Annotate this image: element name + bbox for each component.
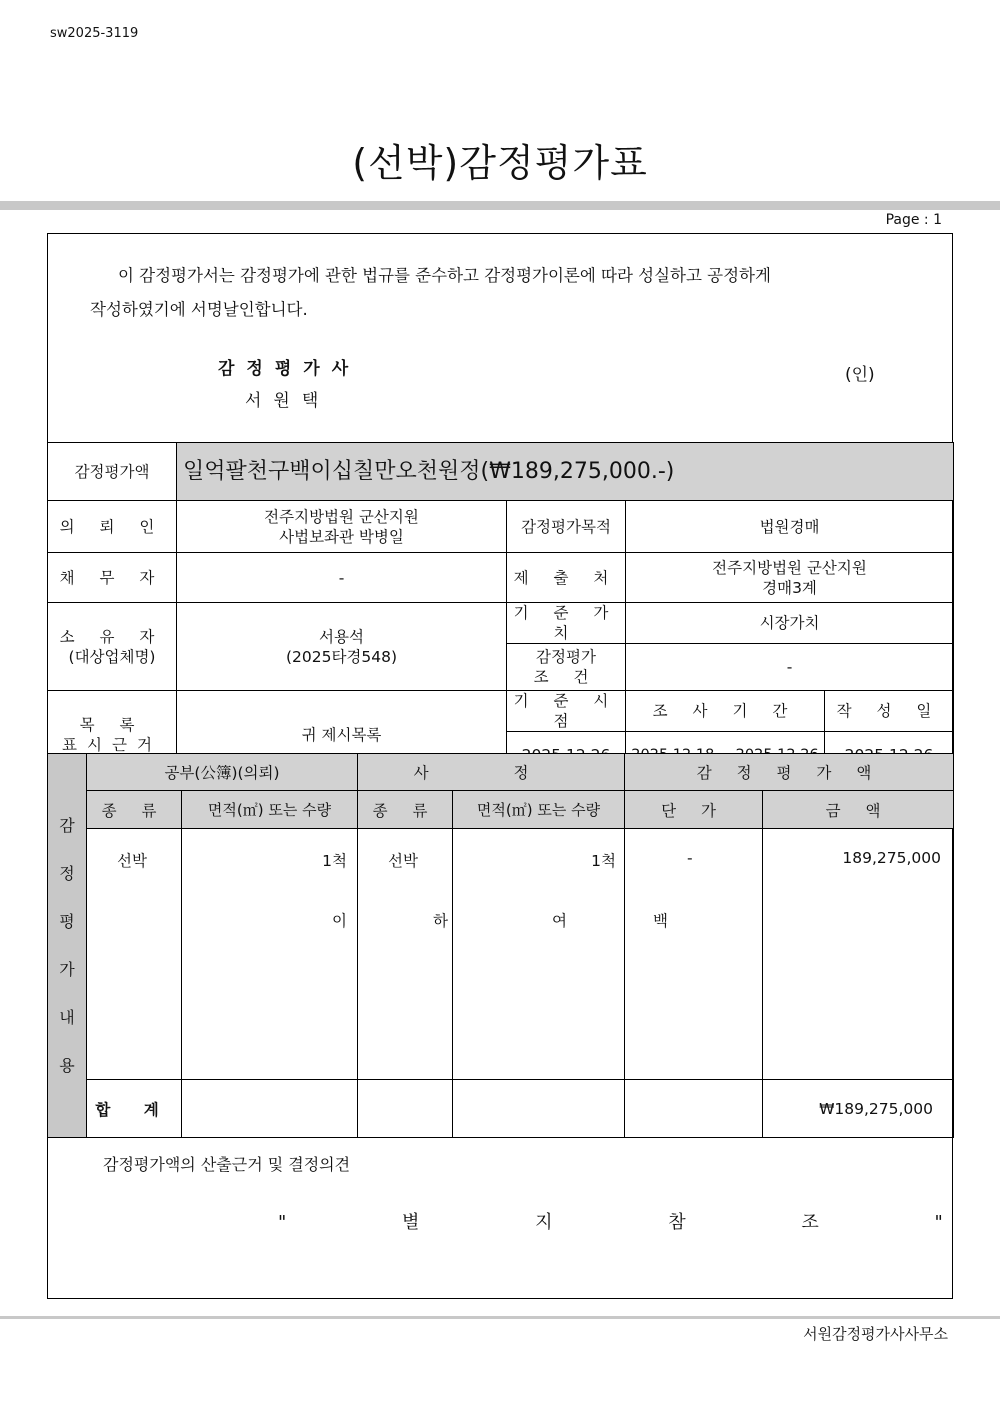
debtor-label: 채 무 자 <box>48 553 177 603</box>
basis-value-label: 기 준 가 치 <box>507 603 626 644</box>
appraiser-name: 서원택 <box>245 391 331 411</box>
col-public-kind: 종 류 <box>87 791 182 829</box>
actual-qty-cell <box>453 829 625 1080</box>
base-date-label: 기 준 시 점 <box>507 691 626 732</box>
opinion-label: 감정평가액의 산출근거 및 결정의견 <box>103 1155 351 1174</box>
owner-label <box>48 603 177 691</box>
total-empty-3 <box>453 1080 625 1138</box>
certification-line-1: 이 감정평가서는 감정평가에 관한 법규를 준수하고 감정평가이론에 따라 성실하고 공정하게 <box>118 266 771 285</box>
submit-line-2: 경매3계 <box>762 578 817 597</box>
total-empty-2 <box>358 1080 453 1138</box>
footer-office-name: 서원감정평가사사무소 <box>803 1325 948 1343</box>
total-label: 합 계 <box>87 1080 182 1138</box>
page-number: Page : 1 <box>885 212 942 228</box>
owner-line-2: (2025타경548) <box>285 647 398 666</box>
appraisal-detail-table <box>47 753 954 1138</box>
unit-price: - <box>687 849 693 867</box>
public-qty-cell <box>182 829 358 1080</box>
list-label-line-2: 표시근거 <box>62 735 162 754</box>
submit-line-1: 전주지방법원 군산지원 <box>712 558 867 577</box>
total-empty-1 <box>182 1080 358 1138</box>
written-date-label: 작 성 일 <box>825 691 954 732</box>
appraiser-title: 감정평가사 <box>218 359 361 379</box>
requester-line-1: 전주지방법원 군산지원 <box>264 507 419 526</box>
survey-period-label: 조 사 기 간 <box>626 691 825 732</box>
amount-cell <box>763 829 954 1080</box>
bottom-divider <box>0 1316 1000 1319</box>
total-empty-4 <box>625 1080 763 1138</box>
condition-label <box>507 644 626 691</box>
public-kind-cell <box>87 829 182 1080</box>
side-char: 내 <box>59 1007 75 1027</box>
side-char: 평 <box>59 911 75 931</box>
actual-kind-cell <box>358 829 453 1080</box>
purpose-value: 법원경매 <box>626 501 954 553</box>
owner-label-line-1: 소 유 자 <box>59 627 165 646</box>
total-amount: ₩189,275,000 <box>763 1080 954 1138</box>
purpose-label: 감정평가목적 <box>507 501 626 553</box>
side-char: 가 <box>59 959 75 979</box>
group-value: 감 정 평 가 액 <box>625 754 954 791</box>
col-actual-area: 면적(㎡) 또는 수량 <box>453 791 625 829</box>
actual-kind: 선박 <box>388 852 418 870</box>
filler-char: 백 <box>653 912 668 930</box>
certification-line-2: 작성하였기에 서명날인합니다. <box>90 300 308 319</box>
public-kind: 선박 <box>117 852 147 870</box>
page-title: (선박)감정평가표 <box>352 141 648 185</box>
list-value: 귀 제시목록 <box>177 691 507 779</box>
owner-value <box>177 603 507 691</box>
side-char: 감 <box>59 815 75 835</box>
group-actual: 사 정 <box>358 754 625 791</box>
debtor-value: - <box>177 553 507 603</box>
requester-value <box>177 501 507 553</box>
filler-char: 여 <box>552 912 567 930</box>
amount-value: 일억팔천구백이십칠만오천원정(₩189,275,000.-) <box>177 443 954 501</box>
owner-label-line-2: (대상업체명) <box>68 647 156 666</box>
document-id: sw2025-3119 <box>50 26 139 41</box>
side-char: 용 <box>59 1055 75 1075</box>
col-actual-kind: 종 류 <box>358 791 453 829</box>
basis-value: 시장가치 <box>626 603 954 644</box>
actual-qty: 1척 <box>591 852 616 870</box>
detail-side-label <box>48 754 87 1138</box>
public-qty: 1척 <box>322 852 347 870</box>
seal-mark: (인) <box>845 365 875 385</box>
col-unit-price: 단 가 <box>625 791 763 829</box>
condition-label-line-1: 감정평가 <box>536 648 596 666</box>
opinion-text: " 별 지 참 조 " <box>278 1212 943 1233</box>
col-public-area: 면적(㎡) 또는 수량 <box>182 791 358 829</box>
amount-label: 감정평가액 <box>48 443 177 501</box>
requester-label: 의 뢰 인 <box>48 501 177 553</box>
owner-line-1: 서용석 <box>319 627 364 646</box>
list-label-line-1: 목 록 <box>79 715 145 734</box>
filler-char: 하 <box>433 912 448 930</box>
unit-price-cell <box>625 829 763 1080</box>
requester-line-2: 사법보좌관 박병일 <box>279 527 404 546</box>
condition-label-line-2: 조 건 <box>533 668 599 686</box>
top-divider <box>0 201 1000 210</box>
group-public: 공부(公簿)(의뢰) <box>87 754 358 791</box>
summary-table <box>47 442 954 779</box>
filler-char: 이 <box>332 912 347 930</box>
col-amount: 금 액 <box>763 791 954 829</box>
submit-label: 제 출 처 <box>507 553 626 603</box>
row-amount: 189,275,000 <box>842 849 942 867</box>
submit-value <box>626 553 954 603</box>
side-char: 정 <box>59 863 75 883</box>
condition-value: - <box>626 644 954 691</box>
